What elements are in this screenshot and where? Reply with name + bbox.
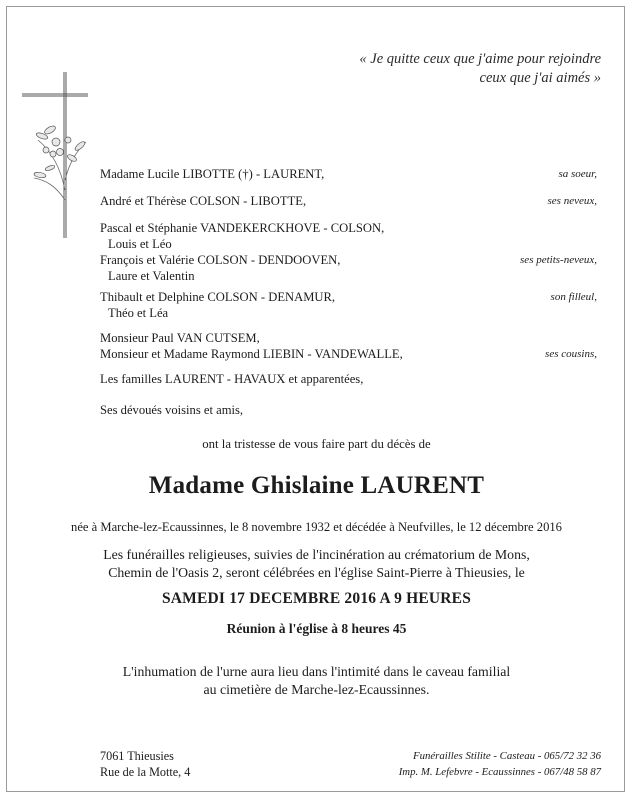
family-member: Ses dévoués voisins et amis, bbox=[100, 403, 244, 417]
announcement-intro: ont la tristesse de vous faire part du décès de bbox=[202, 437, 431, 451]
family-member: André et Thérèse COLSON - LIBOTTE, bbox=[100, 194, 307, 208]
inhumation-line-2: au cimetière de Marche-lez-Ecaussinnes. bbox=[203, 682, 430, 697]
quote-line-1: « Je quitte ceux que j'aime pour rejoindre bbox=[359, 51, 601, 67]
cross-with-flowers-icon bbox=[20, 70, 90, 240]
quote-line-2: ceux que j'ai aimés » bbox=[479, 70, 601, 86]
address-line-1: 7061 Thieusies bbox=[100, 749, 174, 763]
ceremony-date: SAMEDI 17 DECEMBRE 2016 A 9 HEURES bbox=[161, 590, 472, 607]
funeral-line-1: Les funérailles religieuses, suivies de l'incinération au crématorium de Mons, bbox=[103, 547, 530, 562]
family-member: Les familles LAURENT - HAVAUX et apparentées, bbox=[100, 372, 364, 386]
relation-label: ses petits-neveux, bbox=[520, 254, 597, 266]
family-member-children: Théo et Léa bbox=[108, 306, 169, 320]
family-member: Pascal et Stéphanie VANDEKERCKHOVE - COLSON, bbox=[100, 221, 385, 235]
family-row bbox=[100, 330, 597, 362]
family-member: Thibault et Delphine COLSON - DENAMUR, bbox=[100, 290, 336, 304]
deceased-name: Madame Ghislaine LAURENT bbox=[148, 472, 485, 499]
inhumation-line-1: L'inhumation de l'urne aura lieu dans l'intimité dans le caveau familial bbox=[122, 664, 511, 679]
relation-label: sa soeur, bbox=[558, 168, 597, 180]
credit-line-1: Funérailles Stilite - Casteau - 065/72 32 36 bbox=[412, 750, 601, 762]
relation-label: son filleul, bbox=[550, 291, 597, 303]
funeral-line-2: Chemin de l'Oasis 2, seront célébrées en l'église Saint-Pierre à Thieusies, le bbox=[108, 565, 525, 580]
relation-label: ses neveux, bbox=[547, 195, 597, 207]
printer-credits bbox=[399, 748, 601, 780]
family-row bbox=[100, 289, 597, 321]
family-member-children: Laure et Valentin bbox=[108, 269, 195, 283]
relation-label: ses cousins, bbox=[545, 348, 597, 360]
family-member-children: Louis et Léo bbox=[108, 237, 172, 251]
funeral-details bbox=[0, 546, 633, 582]
family-row bbox=[100, 371, 597, 387]
family-member: François et Valérie COLSON - DENDOOVEN, bbox=[100, 253, 341, 267]
epigraph-quote bbox=[301, 50, 601, 88]
address-line-2: Rue de la Motte, 4 bbox=[100, 765, 191, 779]
birth-death-dates: née à Marche-lez-Ecaussinnes, le 8 novembre 1932 et décédée à Neufvilles, le 12 décembre 2016 bbox=[71, 520, 562, 534]
family-row bbox=[100, 220, 597, 284]
family-row bbox=[100, 402, 597, 418]
meeting-time: Réunion à l'église à 8 heures 45 bbox=[226, 621, 407, 636]
family-member: Monsieur Paul VAN CUTSEM, bbox=[100, 331, 260, 345]
inhumation-details bbox=[0, 663, 633, 699]
family-row bbox=[100, 193, 597, 209]
family-row bbox=[100, 166, 597, 182]
family-address bbox=[100, 748, 190, 780]
credit-line-2: Imp. M. Lefebvre - Ecaussinnes - 067/48 58 87 bbox=[398, 766, 601, 778]
family-member: Monsieur et Madame Raymond LIEBIN - VANDEWALLE, bbox=[100, 347, 403, 361]
family-member: Madame Lucile LIBOTTE (†) - LAURENT, bbox=[100, 167, 325, 181]
